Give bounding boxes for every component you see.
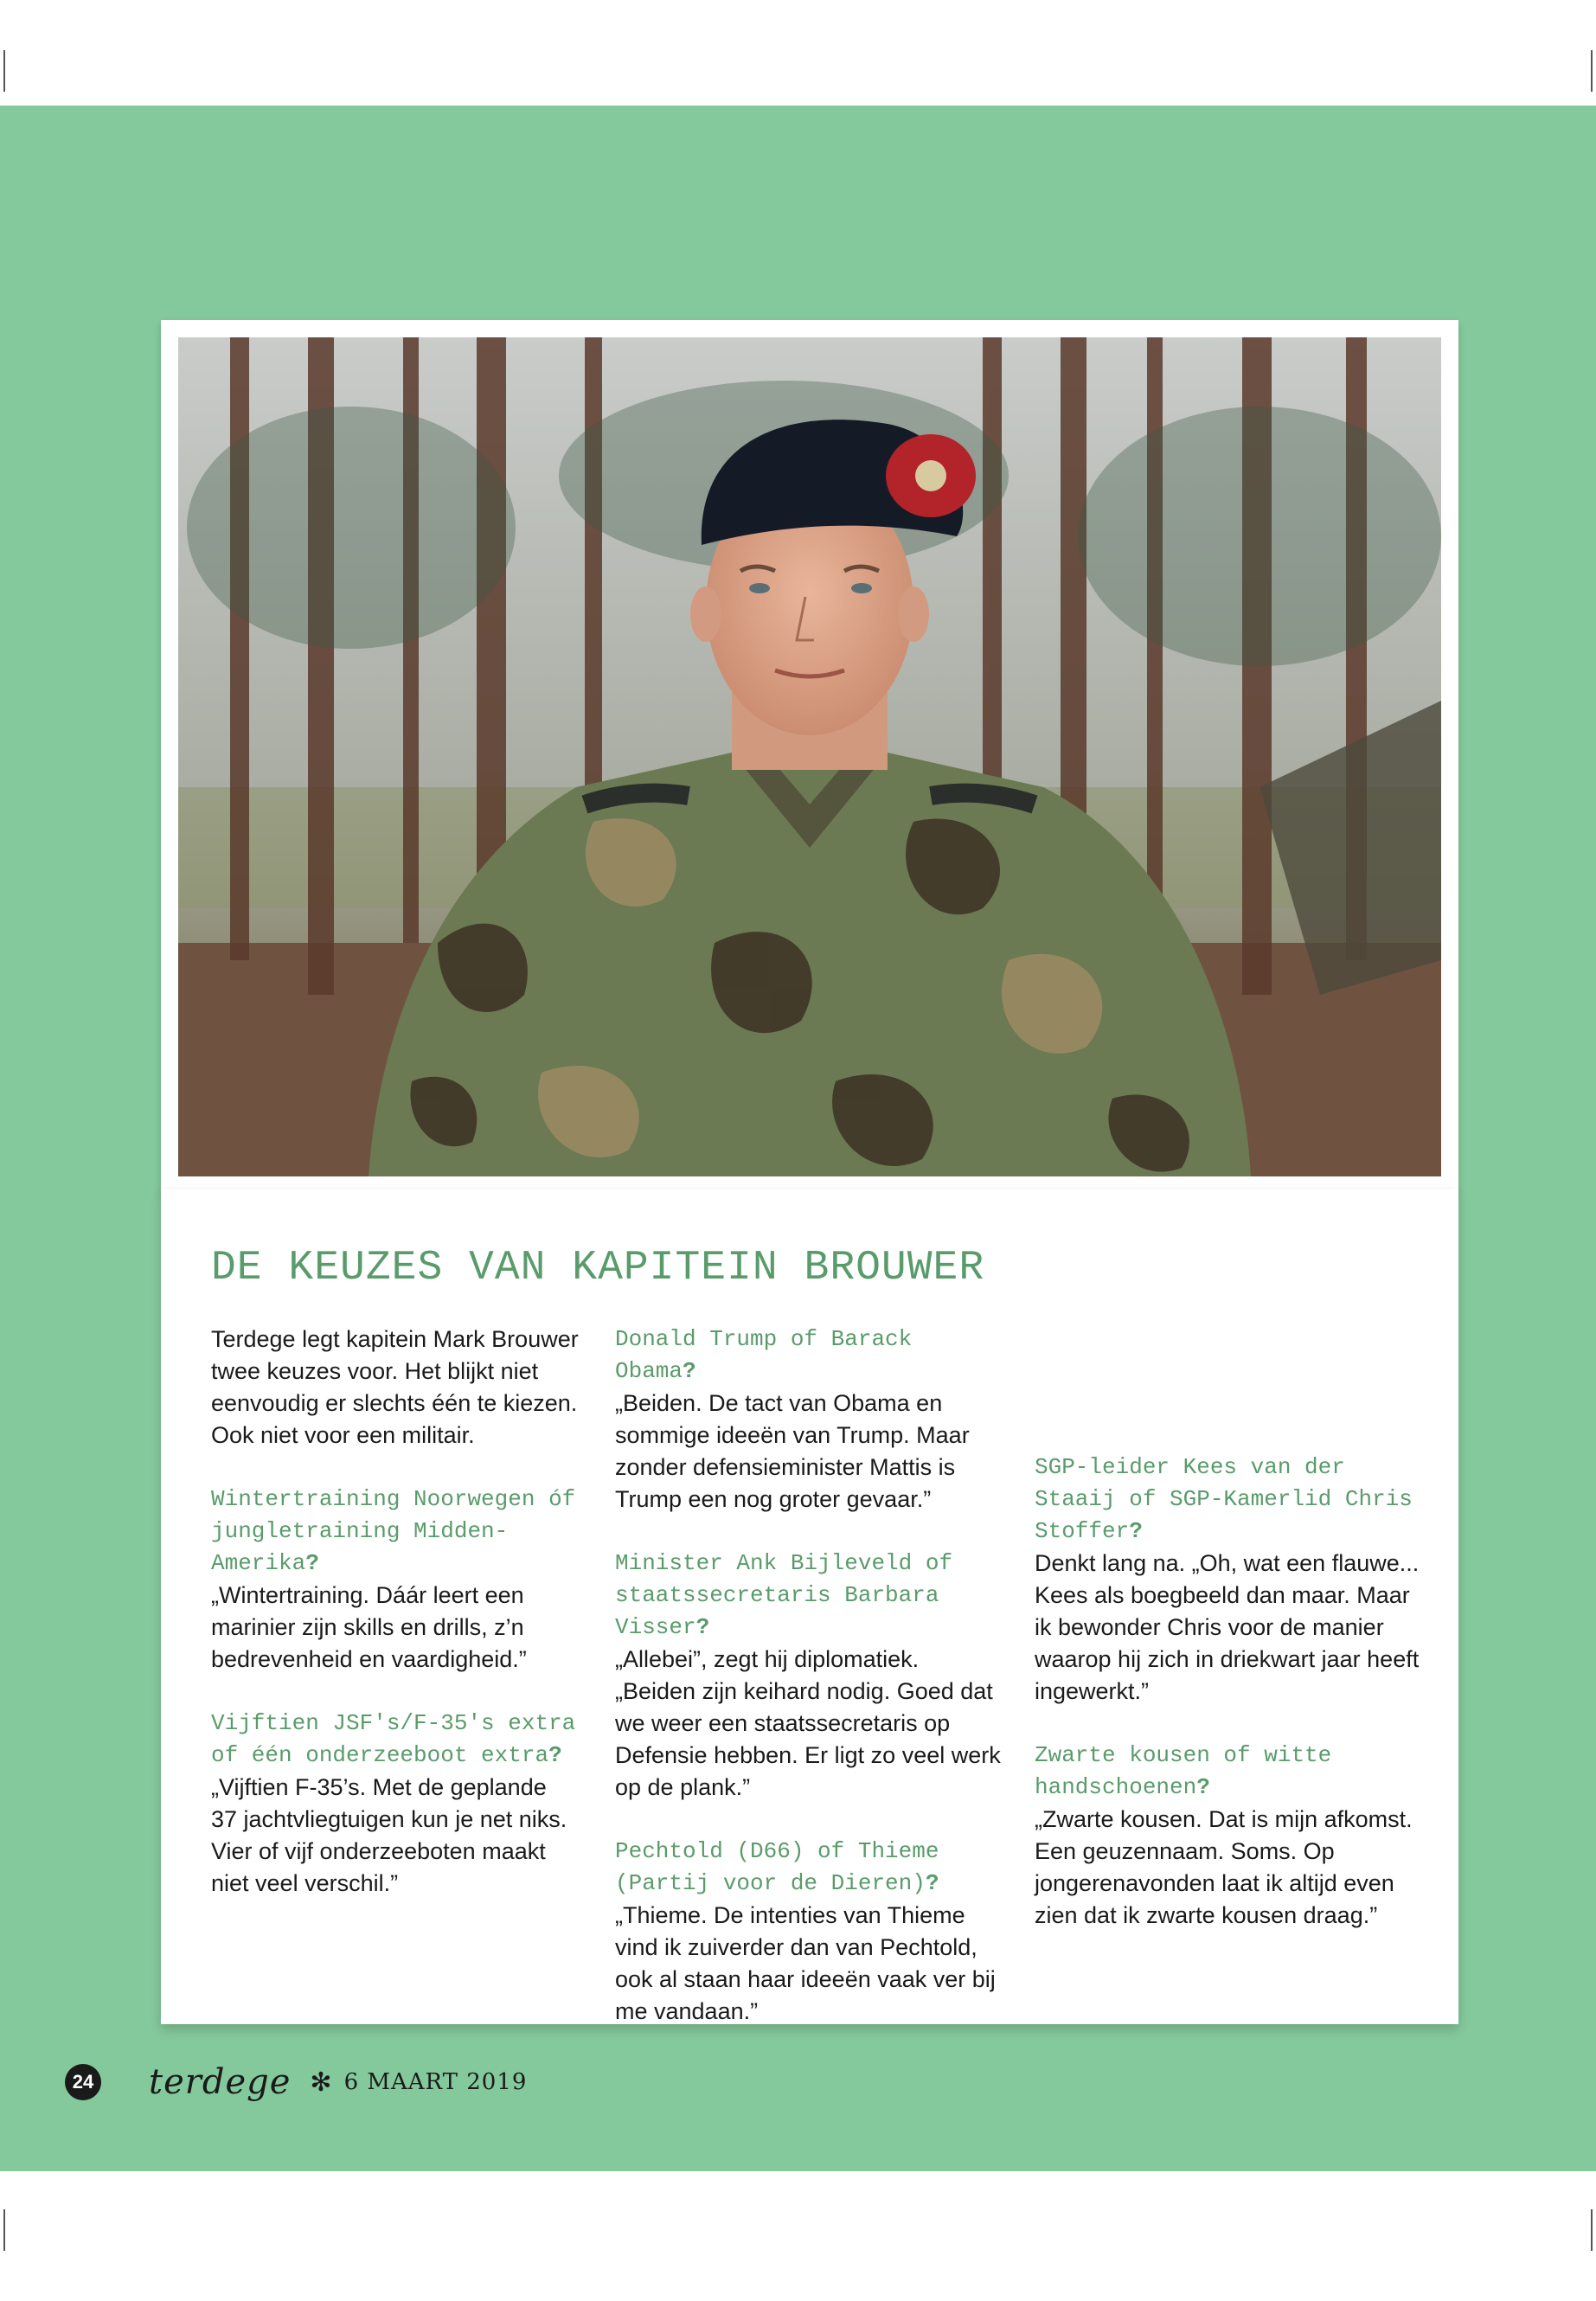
question-heading: Donald Trump of Barack Obama?: [615, 1326, 913, 1384]
page-number: 24: [65, 2064, 101, 2100]
portrait-photo: [178, 337, 1441, 1176]
answer-text: „Beiden. De tact van Obama en sommige ideeën van Trump. Maar zonder defensieminister Mattis is Trump een nog groter gevaar.”: [615, 1390, 970, 1512]
crop-mark: [3, 2209, 5, 2251]
text-column-1: [211, 1324, 579, 1900]
crop-mark: [3, 50, 5, 92]
page-footer: [65, 2063, 527, 2101]
issue-date: 6 MAART 2019: [343, 2069, 528, 2095]
question-heading: SGP-leider Kees van der Staaij of SGP-Kamerlid Chris Stoffer?: [1035, 1454, 1413, 1544]
question-heading: Vijftien JSF's/F-35's extra of één onderzeeboot extra?: [211, 1710, 576, 1768]
answer-text: „Zwarte kousen. Dat is mijn afkomst. Een geuzennaam. Soms. Op jongerenavonden laat ik altijd even zien dat ik zwarte kousen draag.”: [1035, 1806, 1413, 1928]
answer-text: „Wintertraining. Dáár leert een marinier zijn skills en drills, z’n bedrevenheid en vaardigheid.”: [211, 1582, 527, 1672]
answer-text: „Vijftien F-35’s. Met de geplande 37 jachtvliegtuigen kun je net niks. Vier of vijf onderzeeboten maakt niet veel verschil.”: [211, 1774, 567, 1896]
answer-text: Denkt lang na. „Oh, wat een flauwe... Kees als boegbeeld dan maar. Maar ik bewonder Chris voor de manier waarop hij zich in driekwart jaar heeft ingewerkt.”: [1035, 1550, 1420, 1704]
question-heading: Zwarte kousen of witte handschoenen?: [1035, 1742, 1332, 1800]
article-intro: Terdege legt kapitein Mark Brouwer twee keuzes voor. Het blijkt niet eenvoudig er slechts één te kiezen. Ook niet voor een militair.: [211, 1326, 579, 1448]
question-heading: Pechtold (D66) of Thieme (Partij voor de Dieren)?: [615, 1838, 939, 1896]
answer-text: „Thieme. De intenties van Thieme vind ik zuiverder dan van Pechtold, ook al staan haar ideeën vaak ver bij me vandaan.”: [615, 1902, 996, 2024]
article-title: DE KEUZES VAN KAPITEIN BROUWER: [211, 1245, 985, 1292]
article-card: [161, 1189, 1458, 2024]
photo-frame: [161, 320, 1458, 1194]
text-column-3: [1035, 1324, 1420, 1932]
crop-mark: [1591, 2209, 1593, 2251]
question-heading: Minister Ank Bijleveld of staatssecretaris Barbara Visser?: [615, 1550, 953, 1640]
answer-text: „Allebei”, zegt hij diplomatiek. „Beiden zijn keihard nodig. Goed dat we weer een staatssecretaris op Defensie hebben. Er ligt zo veel werk op de plank.”: [615, 1646, 1001, 1800]
separator-star-icon: ✻: [310, 2067, 332, 2098]
portrait-illustration: [178, 337, 1441, 1176]
magazine-logo: terdege: [149, 2062, 292, 2102]
question-heading: Wintertraining Noorwegen óf jungletraining Midden-Amerika?: [211, 1486, 576, 1576]
text-column-2: [615, 1324, 1004, 2028]
crop-mark: [1591, 50, 1593, 92]
